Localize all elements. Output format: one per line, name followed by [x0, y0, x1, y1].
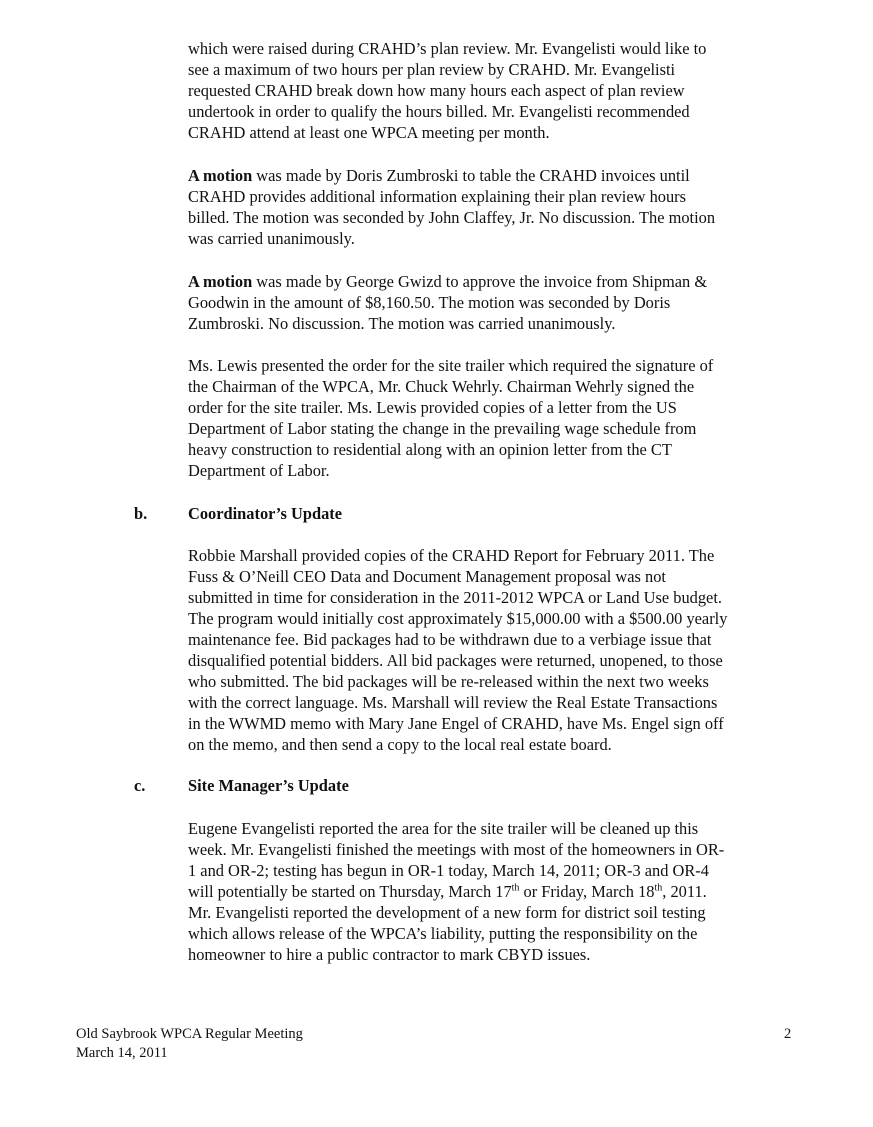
- text-line: 1 and OR-2; testing has begun in OR-1 today, March 14, 2011; OR-3 and OR-4: [188, 861, 709, 880]
- footer-meeting-title: Old Saybrook WPCA Regular Meeting: [76, 1026, 303, 1042]
- text-fragment: or Friday, March 18: [519, 882, 655, 901]
- text-line: disqualified potential bidders. All bid packages were returned, unopened, to those: [188, 651, 723, 670]
- text-line: who submitted. The bid packages will be re-released within the next two weeks: [188, 672, 709, 691]
- text-line: homeowner to hire a public contractor to mark CBYD issues.: [188, 945, 591, 964]
- text-line: [188, 271, 798, 292]
- text-line: submitted in time for consideration in the 2011-2012 WPCA or Land Use budget.: [188, 588, 722, 607]
- text-line: Robbie Marshall provided copies of the CRAHD Report for February 2011. The: [188, 546, 715, 565]
- text-line: on the memo, and then send a copy to the local real estate board.: [188, 735, 612, 754]
- text-line: [188, 165, 798, 186]
- text-line: which allows release of the WPCA’s liability, putting the responsibility on the: [188, 924, 698, 943]
- section-heading-site-managers-update: Site Manager’s Update: [188, 776, 349, 795]
- text-line: CRAHD attend at least one WPCA meeting per month.: [188, 123, 550, 142]
- text-line: see a maximum of two hours per plan review by CRAHD. Mr. Evangelisti: [188, 60, 676, 79]
- text-line: the Chairman of the WPCA, Mr. Chuck Wehrly. Chairman Wehrly signed the: [188, 377, 695, 396]
- text-line: Ms. Lewis presented the order for the site trailer which required the signature of: [188, 356, 714, 375]
- text-line: Zumbroski. No discussion. The motion was carried unanimously.: [188, 314, 616, 333]
- ordinal-suffix: th: [511, 882, 520, 894]
- text-line: which were raised during CRAHD’s plan review. Mr. Evangelisti would like to: [188, 39, 707, 58]
- text-line: billed. The motion was seconded by John Claffey, Jr. No discussion. The motion: [188, 208, 716, 227]
- text-line: maintenance fee. Bid packages had to be withdrawn due to a verbiage issue that: [188, 630, 712, 649]
- text-line: heavy construction to residential along with an opinion letter from the CT: [188, 440, 672, 459]
- text-line: undertook in order to qualify the hours billed. Mr. Evangelisti recommended: [188, 102, 690, 121]
- text-line: week. Mr. Evangelisti finished the meetings with most of the homeowners in OR-: [188, 840, 725, 859]
- section-heading-coordinators-update: Coordinator’s Update: [188, 504, 343, 523]
- section-marker-c: c.: [134, 776, 146, 795]
- section-marker-b: b.: [134, 504, 148, 523]
- text-line: order for the site trailer. Ms. Lewis provided copies of a letter from the US: [188, 398, 677, 417]
- ordinal-suffix: th: [654, 882, 663, 894]
- page-number: 2: [784, 1026, 792, 1042]
- text-fragment: will potentially be started on Thursday, March 17: [188, 882, 512, 901]
- text-line: requested CRAHD break down how many hours each aspect of plan review: [188, 81, 685, 100]
- text-line: Goodwin in the amount of $8,160.50. The motion was seconded by Doris: [188, 293, 671, 312]
- text-line: Department of Labor stating the change in the prevailing wage schedule from: [188, 419, 697, 438]
- paragraph-coordinator-update: [188, 545, 798, 755]
- footer-meeting-date: March 14, 2011: [76, 1045, 168, 1061]
- text-line: Fuss & O’Neill CEO Data and Document Management proposal was not: [188, 567, 666, 586]
- text-line: was carried unanimously.: [188, 229, 355, 248]
- text-line: in the WWMD memo with Mary Jane Engel of CRAHD, have Ms. Engel sign off: [188, 714, 724, 733]
- text-line: CRAHD provides additional information explaining their plan review hours: [188, 187, 686, 206]
- paragraph-motion-approve-invoice: [188, 271, 798, 334]
- text-line: [188, 881, 798, 902]
- motion-text: was made by Doris Zumbroski to table the CRAHD invoices until: [252, 166, 690, 185]
- text-line: The program would initially cost approximately $15,000.00 with a $500.00 yearly: [188, 609, 728, 628]
- paragraph-site-trailer-order: [188, 355, 798, 481]
- paragraph-plan-review: [188, 38, 798, 143]
- text-line: Mr. Evangelisti reported the development of a new form for district soil testing: [188, 903, 706, 922]
- text-line: Department of Labor.: [188, 461, 330, 480]
- motion-label: A motion: [188, 272, 253, 291]
- motion-text: was made by George Gwizd to approve the invoice from Shipman &: [252, 272, 708, 291]
- motion-label: A motion: [188, 166, 253, 185]
- text-line: Eugene Evangelisti reported the area for the site trailer will be cleaned up this: [188, 819, 699, 838]
- text-line: with the correct language. Ms. Marshall will review the Real Estate Transactions: [188, 693, 718, 712]
- text-fragment: , 2011.: [662, 882, 707, 901]
- paragraph-motion-table-invoices: [188, 165, 798, 249]
- paragraph-site-manager-update: [188, 818, 798, 965]
